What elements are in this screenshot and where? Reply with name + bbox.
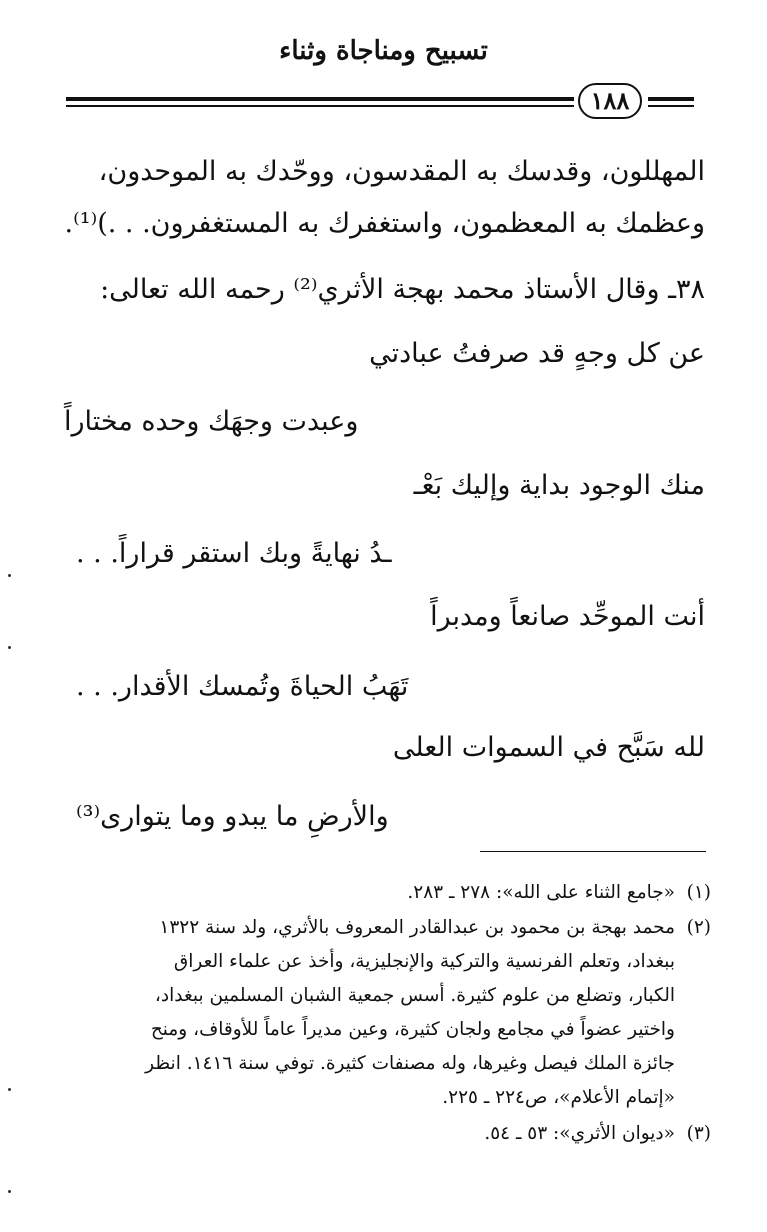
footnote-3-number: (٣) [686,1123,711,1144]
scan-speck [8,646,11,649]
footnote-2-number: (٢) [686,917,711,938]
scan-speck [8,574,11,577]
poem-line-3: منك الوجود بداية وإليك بَعْـ [413,470,705,501]
header-rule-right [648,97,694,107]
poem-line-5: أنت الموحِّد صانعاً ومدبراً [430,601,705,632]
running-header-title: تسبيح ومناجاة وثناء [279,36,488,66]
poem-line-7: لله سَبَّح في السموات العلى [392,732,705,763]
poem-line-2: وعبدت وجهَك وحده مختاراً [64,406,359,437]
footnote-1-line-1: «جامع الثناء على الله»: ٢٧٨ ـ ٢٨٣. [407,882,675,903]
footnote-3-line-1: «ديوان الأثري»: ٥٣ ـ ٥٤. [484,1123,675,1144]
poem-line-8: والأرضِ ما يبدو وما يتوارى⁽³⁾ [76,801,389,832]
footnote-1-number: (١) [686,882,711,903]
body-line-2: وعظمك به المعظمون، واستغفرك به المستغفرون. . .)⁽¹⁾. [64,208,705,239]
page-number: ١٨٨ [578,83,642,119]
footnote-2-line-2: ببغداد، وتعلم الفرنسية والتركية والإنجليزية، وأخذ عن علماء العراق [173,951,675,972]
poem-line-1: عن كل وجهٍ قد صرفتُ عبادتي [369,338,705,369]
body-line-1: المهللون، وقدسك به المقدسون، ووحّدك به الموحدون، [98,156,705,187]
scan-speck [8,1190,11,1193]
footnote-2-line-3: الكبار، وتضلع من علوم كثيرة. أسس جمعية الشبان المسلمين ببغداد، [154,985,675,1006]
footnote-2-line-6: «إتمام الأعلام»، ص٢٢٤ ـ ٢٢٥. [442,1087,675,1108]
poem-line-6: تَهَبُ الحياةَ وتُمسك الأقدار. . . [76,671,409,702]
footnote-2-line-5: جائزة الملك فيصل وغيرها، وله مصنفات كثيرة. توفي سنة ١٤١٦. انظر [145,1053,675,1074]
body-line-3: ٣٨ـ وقال الأستاذ محمد بهجة الأثري⁽²⁾ رحمه الله تعالى: [100,274,705,305]
poem-line-4: ـدُ نهايةً وبك استقر قراراً. . . [76,538,392,569]
scan-speck [8,1088,11,1091]
header-rule-left [66,97,574,107]
footnote-2-line-1: محمد بهجة بن محمود بن عبدالقادر المعروف بالأثري، ولد سنة ١٣٢٢ [159,917,675,938]
footnote-2-line-4: واختير عضواً في مجامع ولجان كثيرة، وعين مديراً عاماً للأوقاف، ومنح [150,1019,675,1040]
footnote-separator [480,851,706,852]
